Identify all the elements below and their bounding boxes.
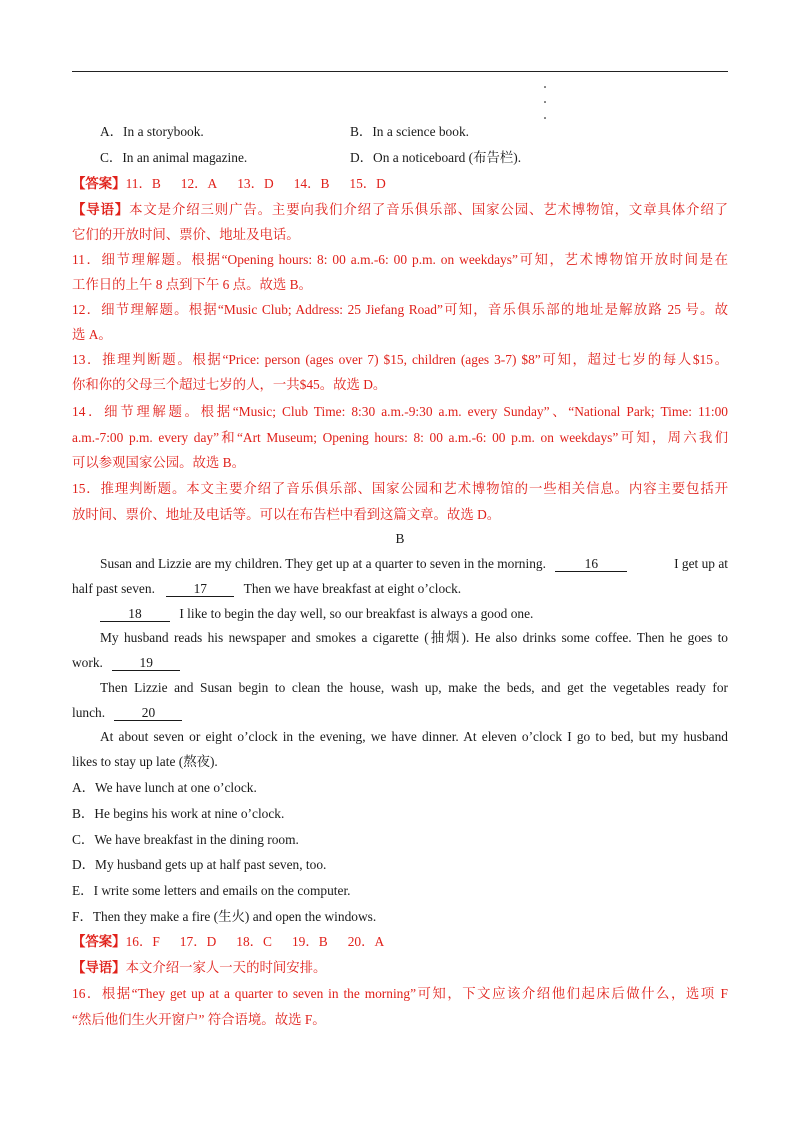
explanation-line: 工作日的上午 8 点到下午 6 点。故选 B。 <box>72 277 312 292</box>
guide-tag: 【导语】 <box>72 202 130 217</box>
header-rule <box>72 71 728 72</box>
explanation-line: a.m.-7:00 p.m. every day”和“Art Museum; Opening hours: 8: 00 a.m.-6: 00 p.m. on weekdays”可知，周六我们 <box>72 430 728 445</box>
explanation-line: 放时间、票价、地址及电话等。可以在布告栏中看到这篇文章。故选 D。 <box>72 507 501 522</box>
blank-16: 16 <box>555 556 627 572</box>
option-item: A．We have lunch at one o’clock. <box>72 780 257 795</box>
explanation-line: 15．推理判断题。本文主要介绍了音乐俱乐部、国家公园和艺术博物馆的一些相关信息。内容主要包括开 <box>72 481 728 496</box>
option-d: D．On a noticeboard (布告栏). <box>350 150 522 165</box>
passage-line: likes to stay up late (熬夜). <box>72 754 218 769</box>
answer-item: 20．A <box>347 934 385 949</box>
blank-18: 18 <box>100 606 170 622</box>
passage-line: At about seven or eight o’clock in the evening, we have dinner. At eleven o’clock I go to bed, but my husband <box>100 729 728 744</box>
answer-line-2 <box>72 932 728 952</box>
passage-line: My husband reads his newspaper and smokes a cigarette (抽烟). He also drinks some coffee. Then he goes to <box>100 630 728 645</box>
option-a: A．In a storybook. <box>100 124 204 139</box>
answer-item: 19．B <box>291 934 328 949</box>
answer-item: 16．F <box>125 934 160 949</box>
passage-line: lunch. 20 <box>72 703 728 723</box>
section-title: B <box>395 531 405 546</box>
blank-20: 20 <box>114 705 182 721</box>
explanation-line: 14．细节理解题。根据“Music; Club Time: 8:30 a.m.-9:30 a.m. every Sunday”、“National Park; Time: 11:00 <box>72 404 728 419</box>
option-c: C．In an animal magazine. <box>100 150 248 165</box>
explanation-line: 11．细节理解题。根据“Opening hours: 8: 00 a.m.-6: 00 p.m. on weekdays”可知，艺术博物馆开放时间是在 <box>72 252 728 267</box>
answer-tag: 【答案】 <box>72 934 126 949</box>
blank-17: 17 <box>166 581 234 597</box>
guide-tag: 【导语】 <box>72 960 126 975</box>
option-b: B．In a science book. <box>350 124 469 139</box>
passage-line: work. 19 <box>72 653 728 673</box>
passage-line: Susan and Lizzie are my children. They get up at a quarter to seven in the morning. 16 I get up at <box>100 556 728 571</box>
explanation-line: 13．推理判断题。根据“Price: person (ages over 7) $15, children (ages 3-7) $8”可知，超过七岁的每人$15。 <box>72 352 728 367</box>
guide-text: 本文是介绍三则广告。主要向我们介绍了音乐俱乐部、国家公园、艺术博物馆，文章具体介绍了 <box>129 202 729 217</box>
passage-line: 18 I like to begin the day well, so our breakfast is always a good one. <box>100 604 728 624</box>
answer-item: 13．D <box>237 176 274 191</box>
explanation-line: 你和你的父母三个超过七岁的人，一共$45。故选 D。 <box>72 377 387 392</box>
passage-line: Then Lizzie and Susan begin to clean the house, wash up, make the beds, and get the vegetables ready for <box>100 680 728 695</box>
margin-dot <box>544 117 546 119</box>
option-item: B．He begins his work at nine o’clock. <box>72 806 285 821</box>
explanation-line: 16．根据“They get up at a quarter to seven in the morning”可知，下文应该介绍他们起床后做什么，选项 F <box>72 986 728 1001</box>
answer-item: 15．D <box>349 176 386 191</box>
explanation-line: 选 A。 <box>72 327 112 342</box>
option-item: D．My husband gets up at half past seven, too. <box>72 857 327 872</box>
guide-line-2: 它们的开放时间、票价、地址及电话。 <box>72 227 300 242</box>
option-item: E．I write some letters and emails on the computer. <box>72 883 351 898</box>
answer-item: 14．B <box>293 176 330 191</box>
option-item: C．We have breakfast in the dining room. <box>72 832 299 847</box>
answer-tag: 【答案】 <box>72 176 126 191</box>
answer-item: 17．D <box>179 934 217 949</box>
explanation-line: “然后他们生火开窗户” 符合语境。故选 F。 <box>72 1012 326 1027</box>
answer-item: 12．A <box>180 176 218 191</box>
margin-dot <box>544 86 546 88</box>
passage-line: half past seven. 17 Then we have breakfast at eight o’clock. <box>72 581 462 596</box>
answer-line-1 <box>72 174 728 194</box>
answer-item: 11．B <box>125 176 161 191</box>
explanation-line: 12．细节理解题。根据“Music Club; Address: 25 Jiefang Road”可知，音乐俱乐部的地址是解放路 25 号。故 <box>72 302 728 317</box>
guide-line-3 <box>72 958 728 978</box>
answer-item: 18．C <box>236 934 272 949</box>
option-item: F．Then they make a fire (生火) and open the windows. <box>72 909 377 924</box>
guide-text: 本文介绍一家人一天的时间安排。 <box>125 960 327 975</box>
blank-19: 19 <box>112 655 180 671</box>
guide-line-1 <box>72 200 728 220</box>
margin-dot <box>544 101 546 103</box>
explanation-line: 可以参观国家公园。故选 B。 <box>72 455 245 470</box>
